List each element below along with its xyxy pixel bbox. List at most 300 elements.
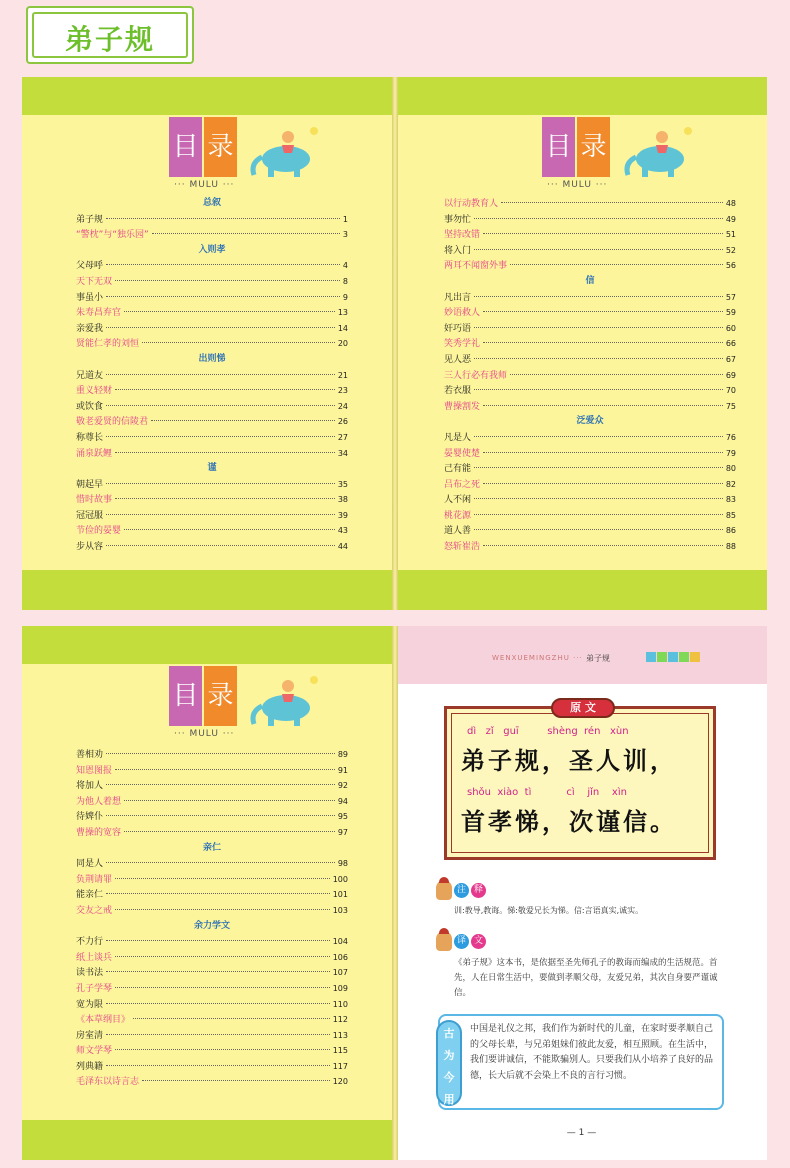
- dot-leader: [106, 940, 330, 941]
- toc-entry[interactable]: [444, 446, 736, 462]
- guweijinyong-box: [438, 1014, 724, 1110]
- toc-entry-title: 《本草纲目》: [76, 1015, 131, 1026]
- dot-leader: [106, 971, 330, 972]
- mulu-label: ··· MULU ···: [174, 180, 235, 190]
- toc-entry[interactable]: [76, 809, 348, 825]
- toc-page-number: 38: [337, 495, 348, 505]
- toc-page-number: 67: [725, 354, 736, 364]
- toc-entry-title: 若衣服: [444, 386, 472, 397]
- toc-entry[interactable]: [444, 368, 736, 384]
- page-number: — 1 —: [566, 1128, 597, 1138]
- toc-entry[interactable]: [76, 1059, 348, 1075]
- toc-page-number: 56: [725, 261, 736, 271]
- dot-leader: [474, 389, 723, 390]
- toc-page-number: 104: [332, 937, 348, 947]
- toc-entry-title: 人不闲: [444, 495, 472, 506]
- toc-entry-title: 节俭的晏婴: [76, 526, 122, 537]
- toc-page-number: 92: [337, 781, 348, 791]
- dot-leader: [483, 405, 723, 406]
- dot-leader: [115, 280, 340, 281]
- yiwen-label: 译 文: [436, 931, 486, 951]
- toc-entry-title: 凡是人: [444, 432, 472, 443]
- toc-entry[interactable]: [76, 305, 348, 321]
- toc-page-number: 51: [725, 230, 736, 240]
- toc-page-number: 27: [337, 432, 348, 442]
- toc-entry-title: 为他人着想: [76, 796, 122, 807]
- toc-entry-title: 不力行: [76, 937, 104, 948]
- book-spine: [392, 77, 398, 610]
- toc-page-number: 21: [337, 370, 348, 380]
- toc-entry-title: 步从容: [76, 542, 104, 553]
- toc-entry[interactable]: [76, 227, 348, 243]
- toc-section-heading: 信: [585, 275, 595, 286]
- toc-page-number: 60: [725, 323, 736, 333]
- toc-entry-title: 将加人: [76, 781, 104, 792]
- toc-page-number: 43: [337, 526, 348, 536]
- toc-entry[interactable]: [76, 950, 348, 966]
- toc-page-number: 69: [725, 370, 736, 380]
- dot-leader: [474, 296, 723, 297]
- toc-page-number: 75: [725, 401, 736, 411]
- toc-page-left: [22, 626, 394, 1160]
- toc-entry[interactable]: [76, 887, 348, 903]
- toc-entry[interactable]: [76, 321, 348, 337]
- toc-entry-title: 晏婴使楚: [444, 448, 481, 459]
- toc-page-number: 70: [725, 386, 736, 396]
- toc-page-number: 109: [332, 983, 348, 993]
- toc-entry-title: 道人善: [444, 526, 472, 537]
- dot-leader: [106, 436, 335, 437]
- toc-entry-title: 纸上谈兵: [76, 952, 113, 963]
- toc-page-number: 20: [337, 339, 348, 349]
- toc-section-heading: 亲仁: [202, 842, 221, 853]
- toc-entry[interactable]: [76, 399, 348, 415]
- toc-entry[interactable]: [444, 305, 736, 321]
- toc-entry-title: 房室清: [76, 1030, 104, 1041]
- toc-entry[interactable]: [76, 508, 348, 524]
- toc-entry-title: 称尊长: [76, 432, 104, 443]
- toc-entry-title: 孔子学琴: [76, 983, 113, 994]
- toc-page-number: 80: [725, 464, 736, 474]
- toc-entry-title: 弟子规: [76, 214, 104, 225]
- top-band: [396, 77, 767, 115]
- dot-leader: [124, 831, 335, 832]
- zhushi-text: 训:教导,教诲。悌:敬爱兄长为悌。信:言语真实,诚实。: [454, 906, 644, 915]
- toc-entry-title: 朝起早: [76, 479, 104, 490]
- toc-entry[interactable]: [444, 336, 736, 352]
- toc-entry-title: 亲爱我: [76, 323, 104, 334]
- dot-leader: [115, 987, 330, 988]
- toc-entry-title: 敬老爱贤的信陵君: [76, 417, 149, 428]
- running-title: 弟子规: [586, 654, 610, 663]
- toc-entry-title: 师文学琴: [76, 1046, 113, 1057]
- toc-page-number: 115: [332, 1046, 348, 1056]
- toc-page-number: 48: [725, 199, 736, 208]
- toc-entry[interactable]: [76, 1012, 348, 1028]
- toc-entry-title: 列典籍: [76, 1061, 104, 1072]
- toc-page-number: 9: [342, 292, 348, 302]
- toc-page-number: 113: [332, 1030, 348, 1040]
- toc-entry[interactable]: [444, 258, 736, 274]
- toc-entry[interactable]: [76, 477, 348, 493]
- dot-leader: [510, 374, 723, 375]
- dot-leader: [483, 452, 723, 453]
- toc-entry-title: 曹操割发: [444, 401, 481, 412]
- toc-entry[interactable]: [76, 794, 348, 810]
- toc-entry-title: 妙语救人: [444, 308, 481, 319]
- toc-list: [76, 196, 348, 555]
- dot-leader: [106, 753, 335, 754]
- color-tabs: [646, 652, 700, 662]
- toc-entry-title: 知恩图报: [76, 765, 113, 776]
- toc-entry[interactable]: [76, 965, 348, 981]
- toc-page-number: 97: [337, 827, 348, 837]
- toc-entry[interactable]: [76, 872, 348, 888]
- toc-entry-title: 父母呼: [76, 261, 104, 272]
- dot-leader: [483, 233, 723, 234]
- toc-entry-title: “警枕”与“独乐园”: [76, 230, 149, 241]
- zhushi-label: 注 释: [436, 880, 486, 900]
- toc-entry[interactable]: [76, 290, 348, 306]
- toc-entry-title: 桃花源: [444, 510, 472, 521]
- verse-line-2: 首孝悌，次谨信。: [461, 807, 677, 836]
- toc-entry[interactable]: [76, 825, 348, 841]
- content-spread: [22, 626, 767, 1160]
- dot-leader: [115, 452, 335, 453]
- toc-entry-title: 事虽小: [76, 292, 104, 303]
- dot-leader: [142, 342, 335, 343]
- toc-section-heading: 总叙: [202, 198, 221, 208]
- kid-icon: [436, 931, 452, 951]
- dot-leader: [106, 483, 335, 484]
- mulu-label: ··· MULU ···: [547, 180, 608, 190]
- dot-leader: [501, 202, 723, 203]
- running-head: WENXUEMINGZHU ···: [492, 654, 583, 662]
- toc-entry-title: 或饮食: [76, 401, 104, 412]
- toc-entry-title: 将入门: [444, 245, 472, 256]
- toc-entry[interactable]: [76, 414, 348, 430]
- toc-entry-title: 负荆请罪: [76, 874, 113, 885]
- dot-leader: [106, 815, 335, 816]
- dot-leader: [106, 327, 335, 328]
- toc-page-number: 66: [725, 339, 736, 349]
- toc-page-number: 100: [332, 874, 348, 884]
- toc-entry-title: 三人行必有我师: [444, 370, 508, 381]
- toc-entry-title: 涌泉跃鲤: [76, 448, 113, 459]
- toc-page-number: 88: [725, 542, 736, 552]
- toc-page-number: 4: [342, 261, 348, 271]
- yiwen-text: 《弟子规》这本书，是依据至圣先师孔子的教诲而编成的生活规范。首先，人在日常生活中，要做到孝顺父母，友爱兄弟，其次自身要严谨诚信。: [454, 958, 718, 998]
- toc-entry-title: 吕布之死: [444, 479, 481, 490]
- toc-section-heading: 出则悌: [198, 353, 226, 364]
- toc-entry[interactable]: [76, 368, 348, 384]
- toc-entry[interactable]: [76, 934, 348, 950]
- toc-entry-title: 天下无双: [76, 276, 113, 287]
- toc-section-heading: 泛爱众: [576, 416, 604, 427]
- toc-page-number: 89: [337, 750, 348, 759]
- dot-leader: [106, 218, 340, 219]
- content-page: [396, 626, 767, 1160]
- dot-leader: [474, 498, 723, 499]
- toc-page-number: 86: [725, 526, 736, 536]
- toc-entry[interactable]: [444, 212, 736, 228]
- toc-entry-title: 宽为限: [76, 999, 104, 1010]
- toc-page-number: 103: [332, 905, 348, 915]
- toc-entry[interactable]: [444, 523, 736, 539]
- toc-entry[interactable]: [444, 321, 736, 337]
- dot-leader: [115, 878, 330, 879]
- dot-leader: [483, 545, 723, 546]
- toc-page-number: 57: [725, 292, 736, 302]
- toc-entry[interactable]: [76, 763, 348, 779]
- toc-spread-1: [22, 77, 767, 610]
- toc-page-number: 26: [337, 417, 348, 427]
- toc-entry-title: 贤能仁孝的刘恒: [76, 339, 140, 350]
- elephant-illustration: [618, 123, 698, 179]
- dot-leader: [474, 327, 723, 328]
- toc-entry[interactable]: [444, 383, 736, 399]
- toc-page-number: 44: [337, 542, 348, 552]
- dot-leader: [106, 264, 340, 265]
- guweijinyong-text: 中国是礼仪之邦，我们作为新时代的儿童，在家时要孝顺自己的父母长辈，与兄弟姐妹们彼此友爱，相互照顾。在生活中，我们要讲诚信，不能欺骗别人。只要我们从小培养了良好的品德，长大后就不会染上不良的言行习惯。: [470, 1024, 714, 1081]
- toc-page-number: 95: [337, 812, 348, 822]
- toc-page-number: 120: [332, 1077, 348, 1087]
- toc-page-number: 83: [725, 495, 736, 505]
- kid-icon: [436, 880, 452, 900]
- toc-entry-title: 坚持改错: [444, 230, 481, 241]
- dot-leader: [151, 420, 335, 421]
- lu-block: 录: [204, 666, 237, 726]
- toc-entry[interactable]: [76, 981, 348, 997]
- dot-leader: [115, 909, 330, 910]
- toc-page-number: 106: [332, 952, 348, 962]
- toc-entry-title: 两耳不闻窗外事: [444, 261, 508, 272]
- book-spine: [392, 626, 398, 1160]
- toc-page-number: 76: [725, 432, 736, 442]
- dot-leader: [474, 249, 723, 250]
- toc-entry[interactable]: [76, 274, 348, 290]
- toc-entry-title: 善相劝: [76, 750, 104, 760]
- toc-header: [22, 117, 394, 190]
- toc-entry[interactable]: [76, 903, 348, 919]
- toc-entry-title: 以行动教育人: [444, 199, 499, 209]
- toc-page-number: 34: [337, 448, 348, 458]
- elephant-illustration: [244, 672, 324, 728]
- dot-leader: [106, 784, 335, 785]
- toc-entry-title: 怒斩崔浩: [444, 542, 481, 553]
- dot-leader: [115, 498, 335, 499]
- dot-leader: [483, 342, 723, 343]
- toc-page-left: [22, 77, 394, 610]
- mulu-label: ··· MULU ···: [174, 729, 235, 739]
- dot-leader: [133, 1018, 330, 1019]
- toc-section-heading: 谨: [207, 463, 217, 474]
- toc-entry-title: 曹操的宽容: [76, 827, 122, 838]
- toc-entry[interactable]: [444, 430, 736, 446]
- dot-leader: [124, 529, 335, 530]
- dot-leader: [106, 1003, 330, 1004]
- dot-leader: [106, 1034, 330, 1035]
- toc-page-number: 98: [337, 859, 348, 869]
- toc-entry[interactable]: [444, 539, 736, 555]
- toc-page-number: 49: [725, 214, 736, 224]
- toc-page-number: 13: [337, 308, 348, 318]
- dot-leader: [474, 218, 723, 219]
- toc-entry[interactable]: [76, 383, 348, 399]
- toc-entry-title: 朱寿昌弃官: [76, 308, 122, 319]
- toc-section-heading: 余力学文: [193, 920, 230, 931]
- verse-line-1: 弟子规，圣人训，: [461, 746, 677, 775]
- toc-page-number: 112: [332, 1015, 348, 1025]
- dot-leader: [474, 436, 723, 437]
- dot-leader: [124, 800, 335, 801]
- toc-entry[interactable]: [76, 430, 348, 446]
- toc-page-number: 8: [342, 276, 348, 286]
- toc-entry-title: 重义轻财: [76, 386, 113, 397]
- toc-page-number: 23: [337, 386, 348, 396]
- toc-entry-title: 交友之戒: [76, 905, 113, 916]
- bottom-band: [396, 570, 767, 610]
- dot-leader: [474, 358, 723, 359]
- toc-entry[interactable]: [444, 196, 736, 212]
- toc-entry-title: 能亲仁: [76, 890, 104, 901]
- top-band: [22, 626, 394, 664]
- toc-entry-title: 读书法: [76, 968, 104, 979]
- toc-entry-title: 笑秀学礼: [444, 339, 481, 350]
- toc-entry[interactable]: [76, 212, 348, 228]
- book-title-badge: [26, 6, 194, 64]
- toc-entry-title: 己有能: [444, 464, 472, 475]
- toc-entry-title: 奸巧语: [444, 323, 472, 334]
- toc-entry[interactable]: [76, 258, 348, 274]
- elephant-illustration: [244, 123, 324, 179]
- toc-page-number: 85: [725, 510, 736, 520]
- toc-entry-title: 见人恶: [444, 354, 472, 365]
- toc-entry[interactable]: [444, 477, 736, 493]
- toc-page-number: 110: [332, 999, 348, 1009]
- dot-leader: [106, 514, 335, 515]
- toc-section-heading: 入则孝: [198, 244, 226, 255]
- toc-page-number: 107: [332, 968, 348, 978]
- toc-entry-title: 待婢仆: [76, 812, 104, 823]
- toc-entry[interactable]: [444, 399, 736, 415]
- toc-page-number: 94: [337, 796, 348, 806]
- dot-leader: [106, 545, 335, 546]
- toc-entry[interactable]: [76, 492, 348, 508]
- toc-list: [444, 196, 736, 555]
- dot-leader: [106, 296, 340, 297]
- toc-entry[interactable]: [444, 508, 736, 524]
- toc-entry[interactable]: [76, 523, 348, 539]
- toc-entry[interactable]: [76, 997, 348, 1013]
- toc-page-number: 101: [332, 890, 348, 900]
- dot-leader: [106, 405, 335, 406]
- toc-page-number: 117: [332, 1061, 348, 1071]
- pinyin-line-2: shǒu xiào tì cì jǐn xìn: [467, 787, 627, 798]
- toc-entry-title: 凡出言: [444, 292, 472, 303]
- toc-page-number: 79: [725, 448, 736, 458]
- toc-entry[interactable]: [76, 856, 348, 872]
- toc-entry[interactable]: [444, 492, 736, 508]
- dot-leader: [115, 1049, 330, 1050]
- bottom-band: [22, 570, 394, 610]
- yuanwen-label: 原 文: [551, 698, 615, 718]
- mu-block: 目: [542, 117, 575, 177]
- toc-entry[interactable]: [76, 747, 348, 763]
- dot-leader: [474, 467, 723, 468]
- toc-page-number: 91: [337, 765, 348, 775]
- dot-leader: [483, 483, 723, 484]
- toc-entry[interactable]: [444, 461, 736, 477]
- toc-entry[interactable]: [444, 243, 736, 259]
- toc-entry[interactable]: [76, 336, 348, 352]
- toc-entry[interactable]: [76, 539, 348, 555]
- toc-entry[interactable]: [76, 1043, 348, 1059]
- toc-page-number: 82: [725, 479, 736, 489]
- dot-leader: [142, 1080, 330, 1081]
- dot-leader: [106, 862, 335, 863]
- toc-entry[interactable]: [76, 446, 348, 462]
- lu-block: 录: [577, 117, 610, 177]
- dot-leader: [106, 893, 330, 894]
- toc-entry-title: 事勿忙: [444, 214, 472, 225]
- dot-leader: [115, 956, 330, 957]
- pinyin-line-1: dì zǐ guī shèng rén xùn: [467, 726, 629, 737]
- lu-block: 录: [204, 117, 237, 177]
- toc-header: [22, 666, 394, 739]
- toc-entry-title: 毛泽东以诗言志: [76, 1077, 140, 1088]
- dot-leader: [115, 769, 335, 770]
- book-title: 弟子规: [64, 23, 155, 56]
- toc-page-number: 59: [725, 308, 736, 318]
- dot-leader: [115, 389, 335, 390]
- bottom-band: [22, 1120, 394, 1160]
- toc-page-number: 39: [337, 510, 348, 520]
- dot-leader: [510, 264, 723, 265]
- toc-entry[interactable]: [76, 778, 348, 794]
- toc-page-number: 52: [725, 245, 736, 255]
- toc-page-right: [396, 77, 767, 610]
- toc-entry-title: 冠冠服: [76, 510, 104, 521]
- toc-page-number: 3: [342, 230, 348, 240]
- toc-page-number: 14: [337, 323, 348, 333]
- toc-entry-title: 同是人: [76, 859, 104, 870]
- toc-entry-title: 惜时故事: [76, 495, 113, 506]
- dot-leader: [106, 1065, 330, 1066]
- dot-leader: [124, 311, 335, 312]
- dot-leader: [106, 374, 335, 375]
- toc-entry[interactable]: [76, 1074, 348, 1090]
- toc-list: [76, 747, 348, 1090]
- dot-leader: [474, 514, 723, 515]
- top-band: [22, 77, 394, 115]
- toc-entry[interactable]: [444, 352, 736, 368]
- mu-block: 目: [169, 666, 202, 726]
- toc-entry[interactable]: [76, 1028, 348, 1044]
- dot-leader: [152, 233, 340, 234]
- toc-entry[interactable]: [444, 227, 736, 243]
- toc-page-number: 24: [337, 401, 348, 411]
- original-text-frame: [444, 701, 716, 860]
- dot-leader: [483, 311, 723, 312]
- toc-entry[interactable]: [444, 290, 736, 306]
- toc-page-number: 35: [337, 479, 348, 489]
- toc-header: [396, 117, 767, 190]
- guweijinyong-tag: 古 为 今 用: [436, 1020, 462, 1106]
- toc-page-number: 1: [342, 214, 348, 224]
- toc-entry-title: 兄道友: [76, 370, 104, 381]
- mu-block: 目: [169, 117, 202, 177]
